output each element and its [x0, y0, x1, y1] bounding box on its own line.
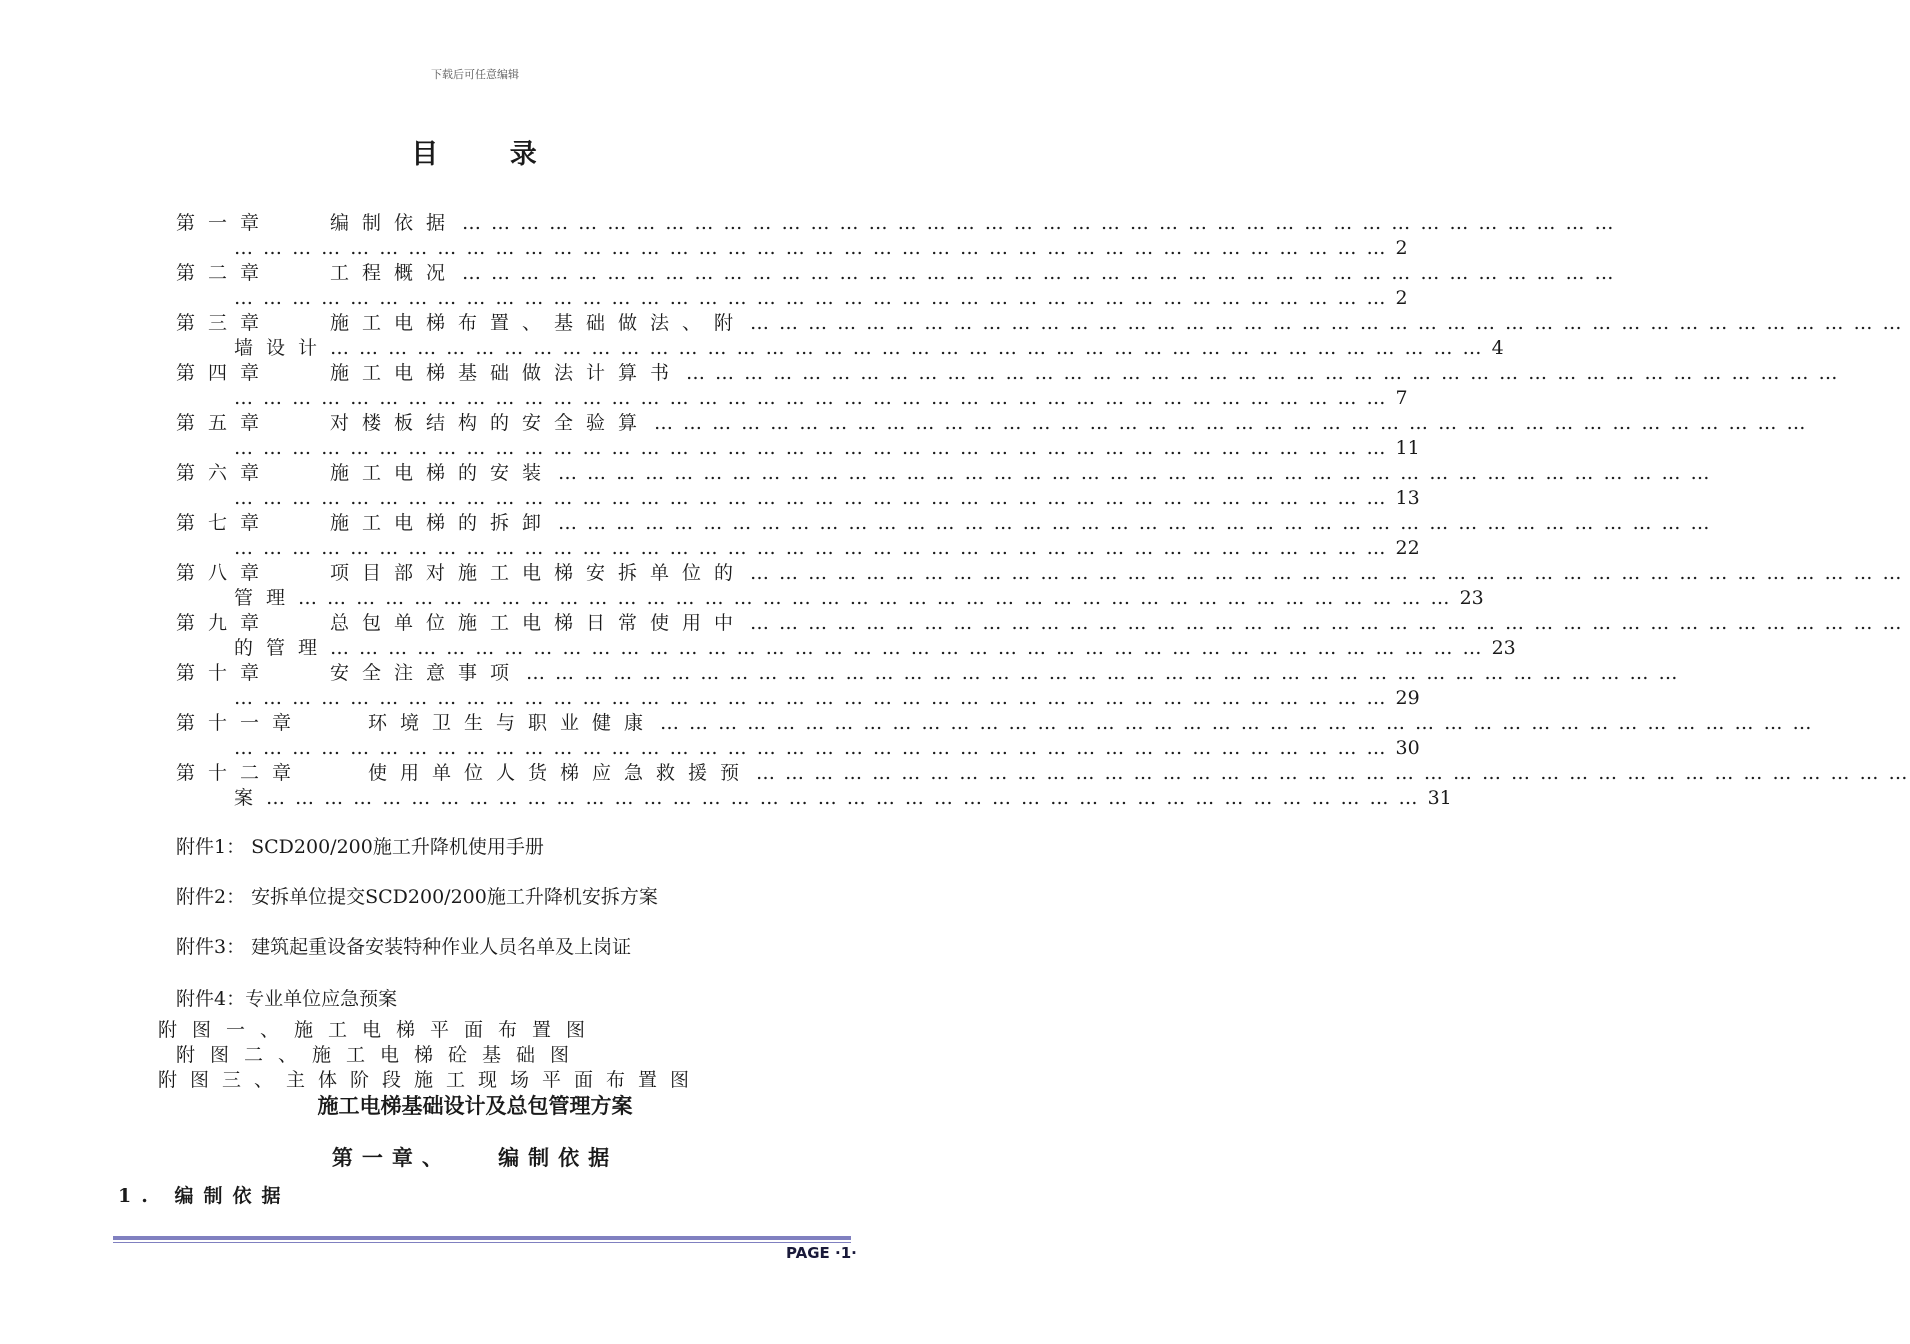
- toc-title-text: 施工电梯的拆卸: [330, 512, 555, 534]
- toc-title-text: 工程概况: [330, 262, 459, 284]
- toc-title-text: 施工电梯布置、基础做法、附: [330, 312, 747, 334]
- toc-leader: … … … … … … … … … … … … … … … … … … … … … … … … … … … … … … … … … … … … … … … …: [234, 287, 1388, 309]
- toc-title-continuation: 管理: [234, 587, 299, 609]
- toc-page-number: 30: [1395, 737, 1420, 759]
- toc-leader: … … … … … … … … … … … … … … … … … … … … … … … … … … … … … … … … … … … … … … … …: [234, 687, 1388, 709]
- toc-entry[interactable]: [176, 610, 1904, 660]
- toc-chapter: 第二章: [176, 262, 273, 284]
- figure-1: 附图一、施工电梯平面布置图: [158, 1019, 601, 1041]
- attachment-3: 附件3： 建筑起重设备安装特种作业人员名单及上岗证: [176, 936, 632, 958]
- toc-leader: … … … … … … … … … … … … … … … … … … … … … … … … … … … … … … … … … … … … … … … …: [234, 487, 1388, 509]
- toc-leader: … … … … … … … … … … … … … … … … … … … … … … … … … … … … … … … … … … … … … … … …: [558, 512, 1712, 534]
- header-note: 下载后可任意编辑: [431, 68, 519, 81]
- toc-leader: … … … … … … … … … … … … … … … … … … … … … … … … … … … … … … … … … … … … … … … …: [686, 362, 1840, 384]
- toc-title: 目 录: [411, 139, 539, 170]
- toc-page-number: 7: [1395, 387, 1408, 409]
- toc-leader: … … … … … … … … … … … … … … … … … … … … … … … … … … … … … … … … … … … … … … … …: [526, 662, 1680, 684]
- toc-title-text: 项目部对施工电梯安拆单位的: [330, 562, 747, 584]
- toc-entry[interactable]: [176, 510, 1712, 560]
- toc-leader: … … … … … … … … … … … … … … … … … … … … … … … … … … … … … … … … … … … … … … … …: [462, 212, 1616, 234]
- toc-chapter: 第四章: [176, 362, 273, 384]
- toc-leader: … … … … … … … … … … … … … … … … … … … … … … … … … … … … … … … … … … … … … … … …: [750, 562, 1904, 584]
- toc-leader: … … … … … … … … … … … … … … … … … … … … … … … … … … … … … … … … … … … … … … … …: [266, 787, 1420, 809]
- toc-chapter: 第六章: [176, 462, 273, 484]
- toc-leader: … … … … … … … … … … … … … … … … … … … … … … … … … … … … … … … … … … … … … … … …: [756, 762, 1910, 784]
- toc-chapter: 第十章: [176, 662, 273, 684]
- toc-title-text: 使用单位人货梯应急救援预: [368, 762, 753, 784]
- toc-title-text: 施工电梯基础做法计算书: [330, 362, 683, 384]
- footer-rule-thin: [113, 1242, 851, 1243]
- toc-leader: … … … … … … … … … … … … … … … … … … … … … … … … … … … … … … … … … … … … … … … …: [330, 337, 1484, 359]
- toc-leader: … … … … … … … … … … … … … … … … … … … … … … … … … … … … … … … … … … … … … … … …: [750, 612, 1904, 634]
- toc-leader: … … … … … … … … … … … … … … … … … … … … … … … … … … … … … … … … … … … … … … … …: [234, 437, 1388, 459]
- toc-page-number: 29: [1395, 687, 1420, 709]
- toc-entry[interactable]: [176, 310, 1904, 360]
- toc-title-text: 总包单位施工电梯日常使用中: [330, 612, 747, 634]
- toc-leader: … … … … … … … … … … … … … … … … … … … … … … … … … … … … … … … … … … … … … … … …: [234, 537, 1388, 559]
- attachment-4: 附件4：专业单位应急预案: [176, 988, 398, 1010]
- toc-page-number: 13: [1395, 487, 1420, 509]
- figure-3: 附图三、主体阶段施工现场平面布置图: [158, 1069, 703, 1091]
- toc-leader: … … … … … … … … … … … … … … … … … … … … … … … … … … … … … … … … … … … … … … … …: [234, 737, 1388, 759]
- toc-entry[interactable]: [176, 710, 1814, 760]
- toc-title-text: 环境卫生与职业健康: [368, 712, 657, 734]
- toc-leader: … … … … … … … … … … … … … … … … … … … … … … … … … … … … … … … … … … … … … … … …: [462, 262, 1616, 284]
- toc-entry[interactable]: [176, 260, 1616, 310]
- toc-leader: … … … … … … … … … … … … … … … … … … … … … … … … … … … … … … … … … … … … … … … …: [234, 237, 1388, 259]
- chapter-heading: 第一章、 编制依据: [331, 1145, 619, 1170]
- toc-page-number: 2: [1395, 287, 1408, 309]
- footer-rule: [113, 1236, 851, 1240]
- toc-entry[interactable]: [176, 410, 1808, 460]
- toc-chapter: 第七章: [176, 512, 273, 534]
- toc-page-number: 31: [1427, 787, 1452, 809]
- toc-chapter: 第八章: [176, 562, 273, 584]
- toc-page-number: 23: [1459, 587, 1484, 609]
- toc-title-text: 安全注意事项: [330, 662, 523, 684]
- toc-chapter: 第五章: [176, 412, 273, 434]
- toc-title-text: 施工电梯的安装: [330, 462, 555, 484]
- toc-entry[interactable]: [176, 360, 1840, 410]
- attachment-2: 附件2： 安拆单位提交SCD200/200施工升降机安拆方案: [176, 886, 658, 908]
- table-of-contents: [176, 210, 1910, 810]
- toc-chapter: 第一章: [176, 212, 273, 234]
- toc-entry[interactable]: [176, 210, 1616, 260]
- toc-leader: … … … … … … … … … … … … … … … … … … … … … … … … … … … … … … … … … … … … … … … …: [330, 637, 1484, 659]
- toc-chapter: 第十一章: [176, 712, 305, 734]
- toc-entry[interactable]: [176, 560, 1904, 610]
- toc-leader: … … … … … … … … … … … … … … … … … … … … … … … … … … … … … … … … … … … … … … … …: [660, 712, 1814, 734]
- toc-leader: … … … … … … … … … … … … … … … … … … … … … … … … … … … … … … … … … … … … … … … …: [234, 387, 1388, 409]
- toc-chapter: 第三章: [176, 312, 273, 334]
- toc-chapter: 第十二章: [176, 762, 305, 784]
- toc-title-text: 对楼板结构的安全验算: [330, 412, 651, 434]
- toc-entry[interactable]: [176, 660, 1680, 710]
- toc-page-number: 2: [1395, 237, 1408, 259]
- toc-page-number: 11: [1395, 437, 1420, 459]
- toc-page-number: 22: [1395, 537, 1420, 559]
- toc-leader: … … … … … … … … … … … … … … … … … … … … … … … … … … … … … … … … … … … … … … … …: [654, 412, 1808, 434]
- document-title: 施工电梯基础设计及总包管理方案: [317, 1093, 633, 1118]
- toc-entry[interactable]: [176, 460, 1712, 510]
- page-number: PAGE ·1·: [786, 1244, 857, 1262]
- toc-title-continuation: 墙设计: [234, 337, 331, 359]
- toc-entry[interactable]: [176, 760, 1910, 810]
- section-heading: 1. 编制依据: [118, 1185, 291, 1207]
- attachment-1: 附件1： SCD200/200施工升降机使用手册: [176, 836, 544, 858]
- toc-leader: … … … … … … … … … … … … … … … … … … … … … … … … … … … … … … … … … … … … … … … …: [750, 312, 1904, 334]
- toc-page-number: 4: [1491, 337, 1504, 359]
- toc-title-continuation: 案: [234, 787, 267, 809]
- toc-title-continuation: 的管理: [234, 637, 331, 659]
- toc-page-number: 23: [1491, 637, 1516, 659]
- toc-leader: … … … … … … … … … … … … … … … … … … … … … … … … … … … … … … … … … … … … … … … …: [298, 587, 1452, 609]
- toc-leader: … … … … … … … … … … … … … … … … … … … … … … … … … … … … … … … … … … … … … … … …: [558, 462, 1712, 484]
- toc-title-text: 编制依据: [330, 212, 459, 234]
- toc-chapter: 第九章: [176, 612, 273, 634]
- figure-2: 附图二、施工电梯砼基础图: [176, 1044, 585, 1066]
